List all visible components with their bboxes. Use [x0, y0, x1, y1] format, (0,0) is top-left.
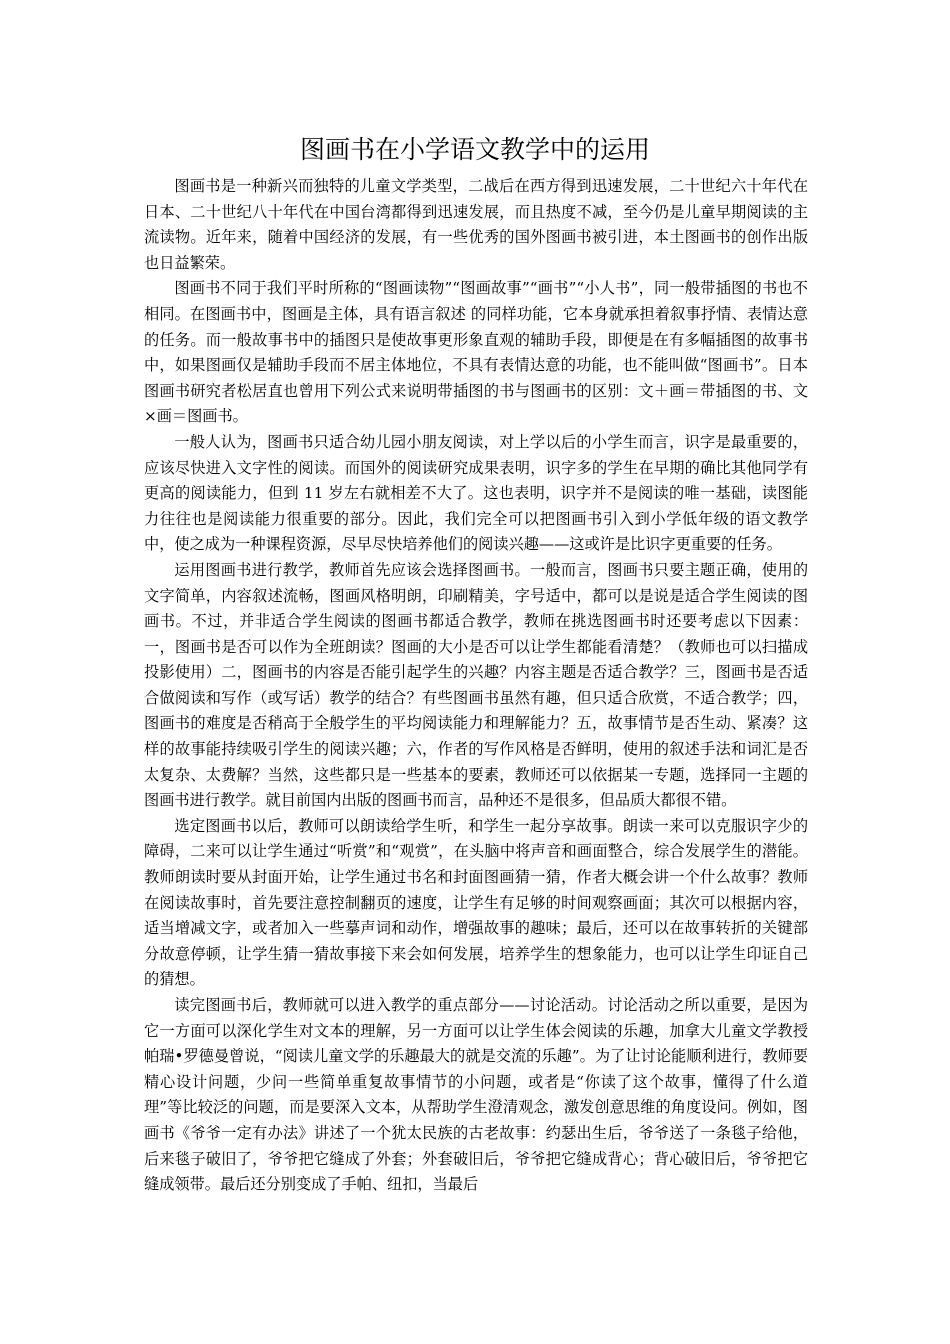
paragraph-3: 一般人认为，图画书只适合幼儿园小朋友阅读，对上学以后的小学生而言，识字是最重要的，应该尽快进入文字性的阅读。而国外的阅读研究成果表明，识字多的学生在早期的确比其他同学有更高的阅读能力，但到 11 岁左右就相差不大了。这也表明，识字并不是阅读的唯一基础，读图能力往往也是阅读能力很重要的部分。因此，我们完全可以把图画书引入到小学低年级的语文教学中，使之成为一种课程资源，尽早尽快培养他们的阅读兴趣——这或许是比识字更重要的任务。	[144, 432, 808, 554]
paragraph-1: 图画书是一种新兴而独特的儿童文学类型，二战后在西方得到迅速发展，二十世纪六十年代在日本、二十世纪八十年代在中国台湾都得到迅速发展，而且热度不减，至今仍是儿童早期阅读的主流读物。近年来，随着中国经济的发展，有一些优秀的国外图画书被引进，本土图画书的创作出版也日益繁荣。	[144, 177, 808, 272]
document-body	[144, 174, 808, 1198]
paragraph-5: 选定图画书以后，教师可以朗读给学生听，和学生一起分享故事。朗读一来可以克服识字少的障碍，二来可以让学生通过“听赏”和“观赏”，在头脑中将声音和画面整合，综合发展学生的潜能。教师朗读时要从封面开始，让学生通过书名和封面图画猜一猜，作者大概会讲一个什么故事？教师在阅读故事时，首先要注意控制翻页的速度，让学生有足够的时间观察画面；其次可以根据内容，适当增减文字，或者加入一些摹声词和动作，增强故事的趣味；最后，还可以在故事转折的关键部分故意停顿，让学生猜一猜故事接下来会如何发展，培养学生的想象能力，也可以让学生印证自己的猜想。	[144, 816, 808, 989]
document-title: 图画书在小学语文教学中的运用	[299, 135, 650, 164]
paragraph-4: 运用图画书进行教学，教师首先应该会选择图画书。一般而言，图画书只要主题正确，使用的文字简单，内容叙述流畅，图画风格明朗，印刷精美，字号适中，都可以是说是适合学生阅读的图画书。不过，并非适合学生阅读的图画书都适合教学，教师在挑选图画书时还要考虑以下因素：一，图画书是否可以作为全班朗读？图画的大小是否可以让学生都能看清楚？（教师也可以扫描成投影使用）二，图画书的内容是否能引起学生的兴趣？内容主题是否适合教学？三，图画书是否适合做阅读和写作（或写话）教学的结合？有些图画书虽然有趣，但只适合欣赏，不适合教学；四，图画书的难度是否稍高于全般学生的平均阅读能力和理解能力？五，故事情节是否生动、紧凑？这样的故事能持续吸引学生的阅读兴趣；六，作者的写作风格是否鲜明，使用的叙述手法和词汇是否太复杂、太费解？当然，这些都只是一些基本的要素，教师还可以依据某一专题，选择同一主题的图画书进行教学。就目前国内出版的图画书而言，品种还不是很多，但品质大都很不错。	[144, 560, 808, 810]
paragraph-2: 图画书不同于我们平时所称的“图画读物”“图画故事”“画书”“小人书”，同一般带插图的书也不相同。在图画书中，图画是主体，具有语言叙述 的同样功能，它本身就承担着叙事抒情、表情达意的任务。而一般故事书中的插图只是使故事更形象直观的辅助手段，即便是在有多幅插图的故事书中，如果图画仅是辅助手段而不居主体地位，不具有表情达意的功能，也不能叫做“图画书”。日本图画书研究者松居直也曾用下列公式来说明带插图的书与图画书的区别：文＋画＝带插图的书、文×画＝图画书。	[144, 279, 808, 426]
paragraph-6: 读完图画书后，教师就可以进入教学的重点部分——讨论活动。讨论活动之所以重要，是因为它一方面可以深化学生对文本的理解，另一方面可以让学生体会阅读的乐趣，加拿大儿童文学教授帕瑞•罗德曼曾说，“阅读儿童文学的乐趣最大的就是交流的乐趣”。为了让讨论能顺利进行，教师要精心设计问题，少问一些简单重复故事情节的小问题，或者是“你读了这个故事，懂得了什么道理”等比较泛的问题，而是要深入文本，从帮助学生澄清观念，激发创意思维的角度设问。例如，图画书《爷爷一定有办法》讲述了一个犹太民族的古老故事：约瑟出生后，爷爷送了一条毯子给他，后来毯子破旧了，爷爷把它缝成了外套；外套破旧后，爷爷把它缝成背心；背心破旧后，爷爷把它缝成领带。最后还分别变成了手帕、纽扣，当最后	[144, 996, 808, 1194]
